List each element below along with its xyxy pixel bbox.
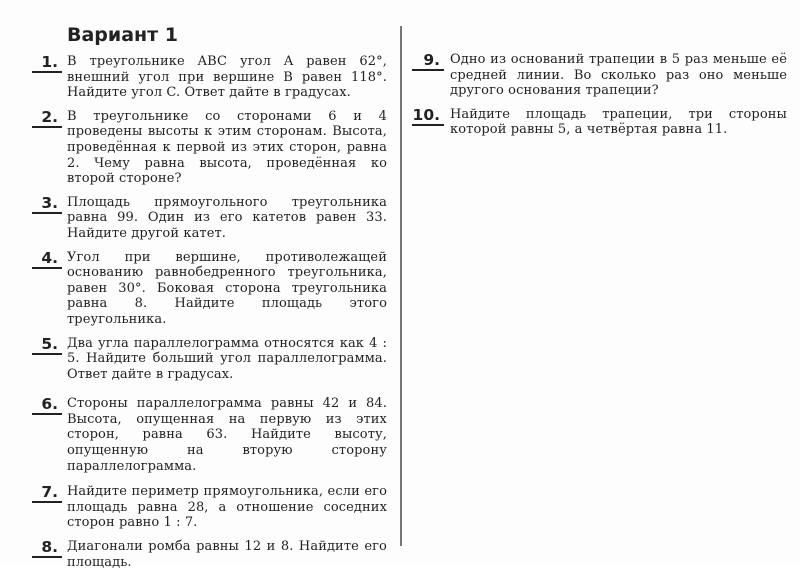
task-text: Угол при вершине, противолежащей основанию равнобедренного треугольника, равен 30°. Боковая сторона треугольника равна 8. Найдите площадь этого треугольника.: [67, 249, 387, 327]
task-text: Стороны параллелограмма равны 42 и 84. Высота, опущенная на первую из этих сторон, равна 63. Найдите высоту, опущенную на вторую сторону параллелограмма.: [67, 396, 387, 474]
task-number: 4.: [32, 250, 62, 269]
task-number: 8.: [32, 539, 62, 558]
task-text: Найдите периметр прямоугольника, если его площадь равна 28, а отношение соседних сторон равно 1 : 7.: [67, 484, 387, 531]
column-divider: [400, 26, 402, 546]
task-1: [32, 54, 387, 101]
task-number: 10.: [412, 107, 444, 126]
task-number: 9.: [412, 52, 444, 71]
task-number: 3.: [32, 195, 62, 214]
task-text: Площадь прямоугольного треугольника равна 99. Один из его катетов равен 33. Найдите другой катет.: [67, 194, 387, 241]
variant-title: Вариант 1: [67, 24, 179, 46]
task-7: [32, 484, 387, 531]
task-6: [32, 396, 387, 474]
task-5: [32, 336, 387, 383]
task-2: [32, 109, 387, 187]
task-number: 6.: [32, 396, 62, 415]
task-text: Два угла параллелограмма относятся как 4 : 5. Найдите больший угол параллелограмма. Ответ дайте в градусах.: [67, 335, 387, 382]
left-column: [32, 54, 387, 579]
task-text: В треугольнике ABC угол A равен 62°, внешний угол при вершине B равен 118°. Найдите угол C. Ответ дайте в градусах.: [67, 54, 387, 101]
task-number: 1.: [32, 54, 62, 73]
task-text: Найдите площадь трапеции, три стороны которой равны 5, а четвёртая равна 11.: [450, 106, 787, 138]
task-3: [32, 195, 387, 242]
task-text: Диагонали ромба равны 12 и 8. Найдите его площадь.: [67, 539, 387, 570]
task-9: [412, 52, 787, 99]
task-number: 5.: [32, 336, 62, 355]
task-text: Одно из оснований трапеции в 5 раз меньше её средней линии. Во сколько раз оно меньше другого основания трапеции?: [450, 52, 787, 99]
task-number: 7.: [32, 484, 62, 503]
task-number: 2.: [32, 109, 62, 128]
task-10: [412, 107, 787, 138]
right-column: [412, 52, 787, 147]
task-4: [32, 250, 387, 328]
task-text: В треугольнике со сторонами 6 и 4 проведены высоты к этим сторонам. Высота, проведённая к первой из этих сторон, равна 2. Чему равна высота, проведённая ко второй стороне?: [67, 108, 387, 187]
